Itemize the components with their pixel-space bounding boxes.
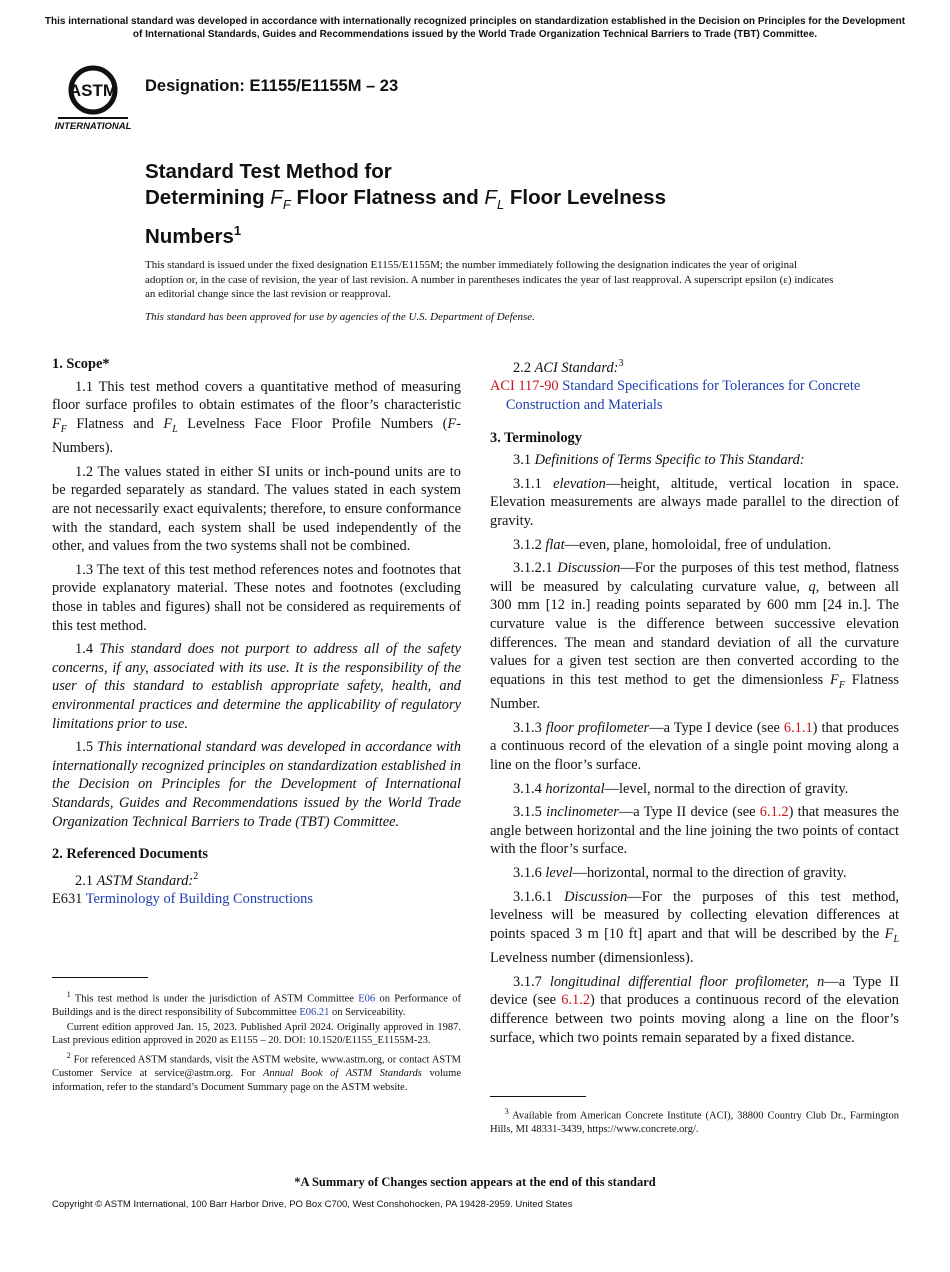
paragraph-3-1-6: 3.1.6 level—horizontal, normal to the direction of gravity. [513,864,847,881]
paragraph-3-1-5: 3.1.5 inclinometer—a Type II device (see 6.1.2) that measures the angle between horizontal and the line joining the two points of contact with the floor’s surface. [490,804,899,858]
paragraph-2-1: 2.1 ASTM Standard:$^2$ [75,870,199,889]
top-notice: This international standard was developed in accordance with internationally recognized principles on standardization established in the Decision on Principles for the Development of International Standards, Guides and Recommendations issued by the World Trade Organization Technical Barriers to Trade (TBT) Committee. [44,16,906,40]
paragraph-3-1-7: 3.1.7 longitudinal differential floor profilometer, n—a Type II device (see 6.1.2) that produces a continuous record of the elevation difference between two points moving along a line on the floor’s surface, which two points remain separated by a fixed distance. [490,973,899,1046]
committee-e06-link[interactable]: E06 [358,993,376,1005]
title-footnote-mark: 1 [233,223,242,239]
section-6-1-2-link[interactable]: 6.1.2 [759,804,789,821]
designation: Designation: E1155/E1155M – 23 [145,77,399,95]
paragraph-2-2: 2.2 ACI Standard:$^3$ [513,358,624,376]
left-column [52,355,461,913]
paragraph-3-1-3: 3.1.3 floor profilometer—a Type I device (see 6.1.1) that produces a continuous record of the elevation of a single point moving along a line on the floor’s surface. [490,719,900,773]
title-line-2: Determining $F_F$ Floor Flatness and $F_L$ Floor Levelness [145,186,666,213]
reference-e631-link[interactable]: Terminology of Building Constructions [85,891,313,908]
document-title [145,159,905,250]
subcommittee-e0621-link[interactable]: E06.21 [299,1007,330,1019]
summary-of-changes-notice: *A Summary of Changes section appears at the end of this standard [294,1175,656,1189]
paragraph-3-1-2-1: 3.1.2.1 Discussion—For the purposes of this test method, flatness will be measured by calculating curvature value, q, between all 300 mm [12 in.] reading points separated by 600 mm [24 in.]. The curvature value is the difference between successive elevation differences. The mean and standard deviation of all the curvature values for a given test section are then converted according to the equations in this test method to get the dimensionless $F_F$ Flatness Number. [490,560,900,713]
reference-aci[interactable]: ACI 117-90 Standard Specifications for Tolerances for Concrete Construction and Materials [490,378,861,413]
footnote-1-edition: Current edition approved Jan. 15, 2023. Published April 2024. Originally approved in 1987. Last previous edition approved in 2020 as E1155 – 20. DOI: 10.1520/E1155_E1155M-23. [52,1021,461,1047]
footnote-rule-right [490,1096,586,1097]
section-heading-scope: 1. Scope* [52,356,110,372]
footnotes-left [52,988,461,1095]
section-6-1-2-link-2[interactable]: 6.1.2 [561,992,591,1009]
paragraph-1-1: 1.1 This test method covers a quantitative method of measuring floor surface profiles to obtain estimates of the floor’s characteristic $F_F$ Flatness and $F_L$ Levelness Face Floor Profile Numbers (F-Numbers). [52,378,461,457]
paragraph-3-1-4: 3.1.4 horizontal—level, normal to the direction of gravity. [513,780,849,797]
right-column [490,355,899,1052]
footnote-2: $^2$ For referenced ASTM standards, visit the ASTM website, www.astm.org, or contact ASTM Customer Service at service@astm.org. For Annual Book of ASTM Standards volume information, refer to the standard’s Document Summary page on the ASTM website. [52,1050,461,1093]
section-heading-referenced: 2. Referenced Documents [52,846,208,863]
footnotes-right [490,1105,899,1138]
copyright-line: Copyright © ASTM International, 100 Barr Harbor Drive, PO Box C700, West Conshohocken, PA 19428-2959. United States [52,1199,573,1210]
footnote-rule-left [52,977,148,978]
astm-logo-icon [50,54,136,134]
paragraph-3-1: 3.1 Definitions of Terms Specific to This Standard: [513,452,805,469]
dod-note: This standard has been approved for use by agencies of the U.S. Department of Defense. [145,311,535,323]
footnote-3: $^3$ Available from American Concrete Institute (ACI), 38800 Country Club Dr., Farmington Hills, MI 48331-3439, https://www.concrete.org/. [490,1107,899,1136]
title-line-3: Numbers$^1$ [145,223,242,248]
issued-note: This standard is issued under the fixed designation E1155/E1155M; the number immediately following the designation indicates the year of original adoption or, in the case of revision, the year of last revision. A number in parentheses indicates the year of last reapproval. A superscript epsilon (ε) indicates an editorial change since the last revision or reapproval. [145,259,834,300]
paragraph-3-1-1: 3.1.1 elevation—height, altitude, vertical location in space. Elevation measurements are always made parallel to the direction of gravity. [490,475,899,529]
svg-text:INTERNATIONAL: INTERNATIONAL [54,121,132,132]
svg-text:ASTM: ASTM [68,81,118,100]
footnote-1: $^1$ This test method is under the jurisdiction of ASTM Committee E06 on Performance of Buildings and is the direct responsibility of Subcommittee E06.21 on Serviceability. [52,990,461,1019]
title-line-1: Standard Test Method for [145,160,392,183]
reference-aci-link[interactable]: Standard Specifications for Tolerances for Concrete Construction and Materials [505,378,861,413]
paragraph-1-3: 1.3 The text of this test method references notes and footnotes that provide explanatory material. These notes and footnotes (excluding those in tables and figures) shall not be considered as requirements of this test method. [52,561,461,634]
paragraph-1-2: 1.2 The values stated in either SI units or inch-pound units are to be regarded separately as standard. The values stated in each system are not necessarily exact equivalents; therefore, to ensure conformance with the standard, each system shall be used independently of the other, and values from the two systems shall not be combined. [52,463,461,555]
section-heading-terminology: 3. Terminology [490,429,582,446]
reference-e631[interactable]: E631 Terminology of Building Constructions [52,891,313,908]
paragraph-3-1-6-1: 3.1.6.1 Discussion—For the purposes of this test method, levelness will be measured by collecting elevation differences at points spaced 3 m [10 ft] apart and that will be described by the $F_L$ Levelness number (dimensionless). [490,888,899,967]
paragraph-1-4: 1.4 This standard does not purport to address all of the safety concerns, if any, associated with its use. It is the responsibility of the user of this standard to establish appropriate safety, health, and environmental practices and determine the applicability of regulatory limitations prior to use. [52,641,461,732]
section-6-1-1-link[interactable]: 6.1.1 [783,719,813,736]
paragraph-1-5: 1.5 This international standard was developed in accordance with internationally recognized principles on standardization established in the Decision on Principles for the Development of International Standards, Guides and Recommendations issued by the World Trade Organization Technical Barriers to Trade (TBT) Committee. [52,739,461,830]
paragraph-3-1-2: 3.1.2 flat—even, plane, homoloidal, free of undulation. [513,536,832,553]
